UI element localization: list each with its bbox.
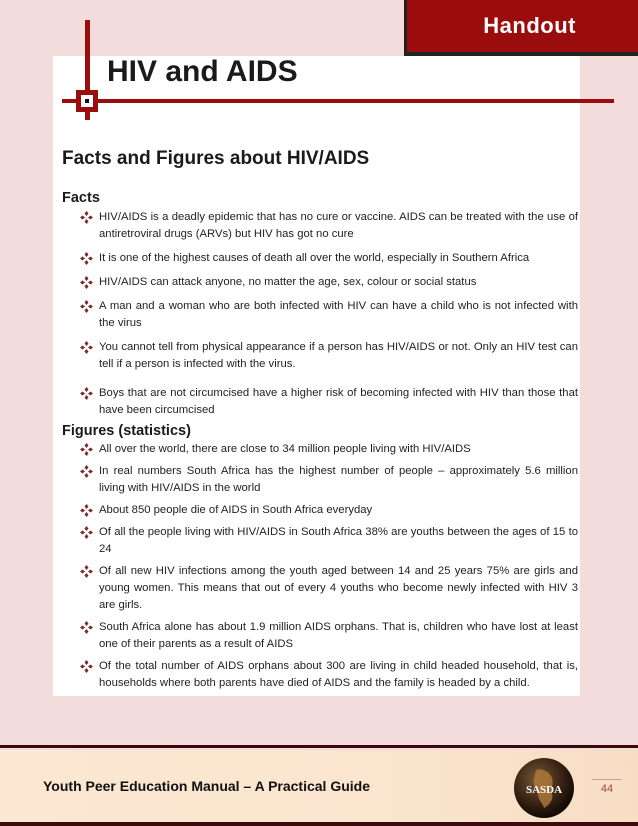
logo-text: SASDA bbox=[525, 784, 563, 796]
footer-top-rule bbox=[0, 745, 638, 748]
facts-item bbox=[80, 339, 578, 373]
figures-list bbox=[80, 441, 578, 692]
figures-item bbox=[80, 502, 578, 519]
diamond-bullet-icon bbox=[80, 252, 93, 265]
diamond-bullet-icon bbox=[80, 565, 93, 578]
diamond-bullet-icon bbox=[80, 465, 93, 478]
diamond-bullet-icon bbox=[80, 504, 93, 517]
title-horizontal-rule bbox=[62, 99, 614, 103]
figures-item bbox=[80, 463, 578, 497]
diamond-bullet-icon bbox=[80, 526, 93, 539]
facts-item-text: Boys that are not circumcised have a higher risk of becoming infected with HIV than those that have been circumcised bbox=[99, 387, 578, 416]
figures-item bbox=[80, 619, 578, 653]
facts-heading: Facts bbox=[62, 190, 100, 206]
sasda-logo bbox=[512, 756, 576, 820]
title-corner-marker bbox=[76, 90, 98, 112]
figures-item-text: South Africa alone has about 1.9 million AIDS orphans. That is, children who have lost at least one of their parents as a result of AIDS bbox=[99, 621, 578, 650]
diamond-bullet-icon bbox=[80, 341, 93, 354]
facts-item bbox=[80, 250, 578, 267]
facts-item bbox=[80, 385, 578, 419]
facts-item-text: A man and a woman who are both infected with HIV can have a child who is not infected with the virus bbox=[99, 300, 578, 329]
page-number: 44 bbox=[592, 779, 622, 795]
diamond-bullet-icon bbox=[80, 621, 93, 634]
figures-item-text: About 850 people die of AIDS in South Africa everyday bbox=[99, 504, 373, 516]
section-title: Facts and Figures about HIV/AIDS bbox=[62, 148, 370, 169]
facts-item bbox=[80, 298, 578, 332]
figures-item bbox=[80, 563, 578, 614]
diamond-bullet-icon bbox=[80, 300, 93, 313]
figures-item bbox=[80, 524, 578, 558]
figures-item-text: Of all new HIV infections among the youth aged between 14 and 25 years 75% are girls and young women. This means that out of every 4 youths who become newly infected with HIV 3 are girls. bbox=[99, 565, 578, 611]
figures-item-text: All over the world, there are close to 34 million people living with HIV/AIDS bbox=[99, 443, 471, 455]
figures-item bbox=[80, 658, 578, 692]
figures-item-text: In real numbers South Africa has the highest number of people – approximately 5.6 million living with HIV/AIDS in the world bbox=[99, 465, 578, 494]
facts-item-text: HIV/AIDS can attack anyone, no matter the age, sex, colour or social status bbox=[99, 276, 477, 288]
diamond-bullet-icon bbox=[80, 660, 93, 673]
diamond-bullet-icon bbox=[80, 443, 93, 456]
diamond-bullet-icon bbox=[80, 387, 93, 400]
diamond-bullet-icon bbox=[80, 276, 93, 289]
facts-item-text: HIV/AIDS is a deadly epidemic that has no cure or vaccine. AIDS can be treated with the use of antiretroviral drugs (ARVs) but HIV has got no cure bbox=[99, 211, 578, 240]
facts-item-text: It is one of the highest causes of death all over the world, especially in Southern Africa bbox=[99, 252, 530, 264]
facts-item bbox=[80, 209, 578, 243]
facts-item-text: You cannot tell from physical appearance if a person has HIV/AIDS or not. Only an HIV test can tell if a person is infected with the virus. bbox=[99, 341, 578, 370]
figures-item-text: Of the total number of AIDS orphans about 300 are living in child headed household, that is, households where both parents have died of AIDS and the family is headed by a child. bbox=[99, 660, 578, 689]
page-title: HIV and AIDS bbox=[107, 55, 298, 88]
facts-item bbox=[80, 274, 578, 291]
handout-tab: Handout bbox=[407, 0, 638, 52]
figures-heading: Figures (statistics) bbox=[62, 423, 191, 439]
footer-title: Youth Peer Education Manual – A Practical Guide bbox=[43, 778, 370, 794]
facts-list bbox=[80, 209, 578, 419]
figures-item bbox=[80, 441, 578, 458]
footer-bottom-rule bbox=[0, 822, 638, 826]
figures-item-text: Of all the people living with HIV/AIDS in South Africa 38% are youths between the ages of 15 to 24 bbox=[99, 526, 578, 555]
diamond-bullet-icon bbox=[80, 211, 93, 224]
